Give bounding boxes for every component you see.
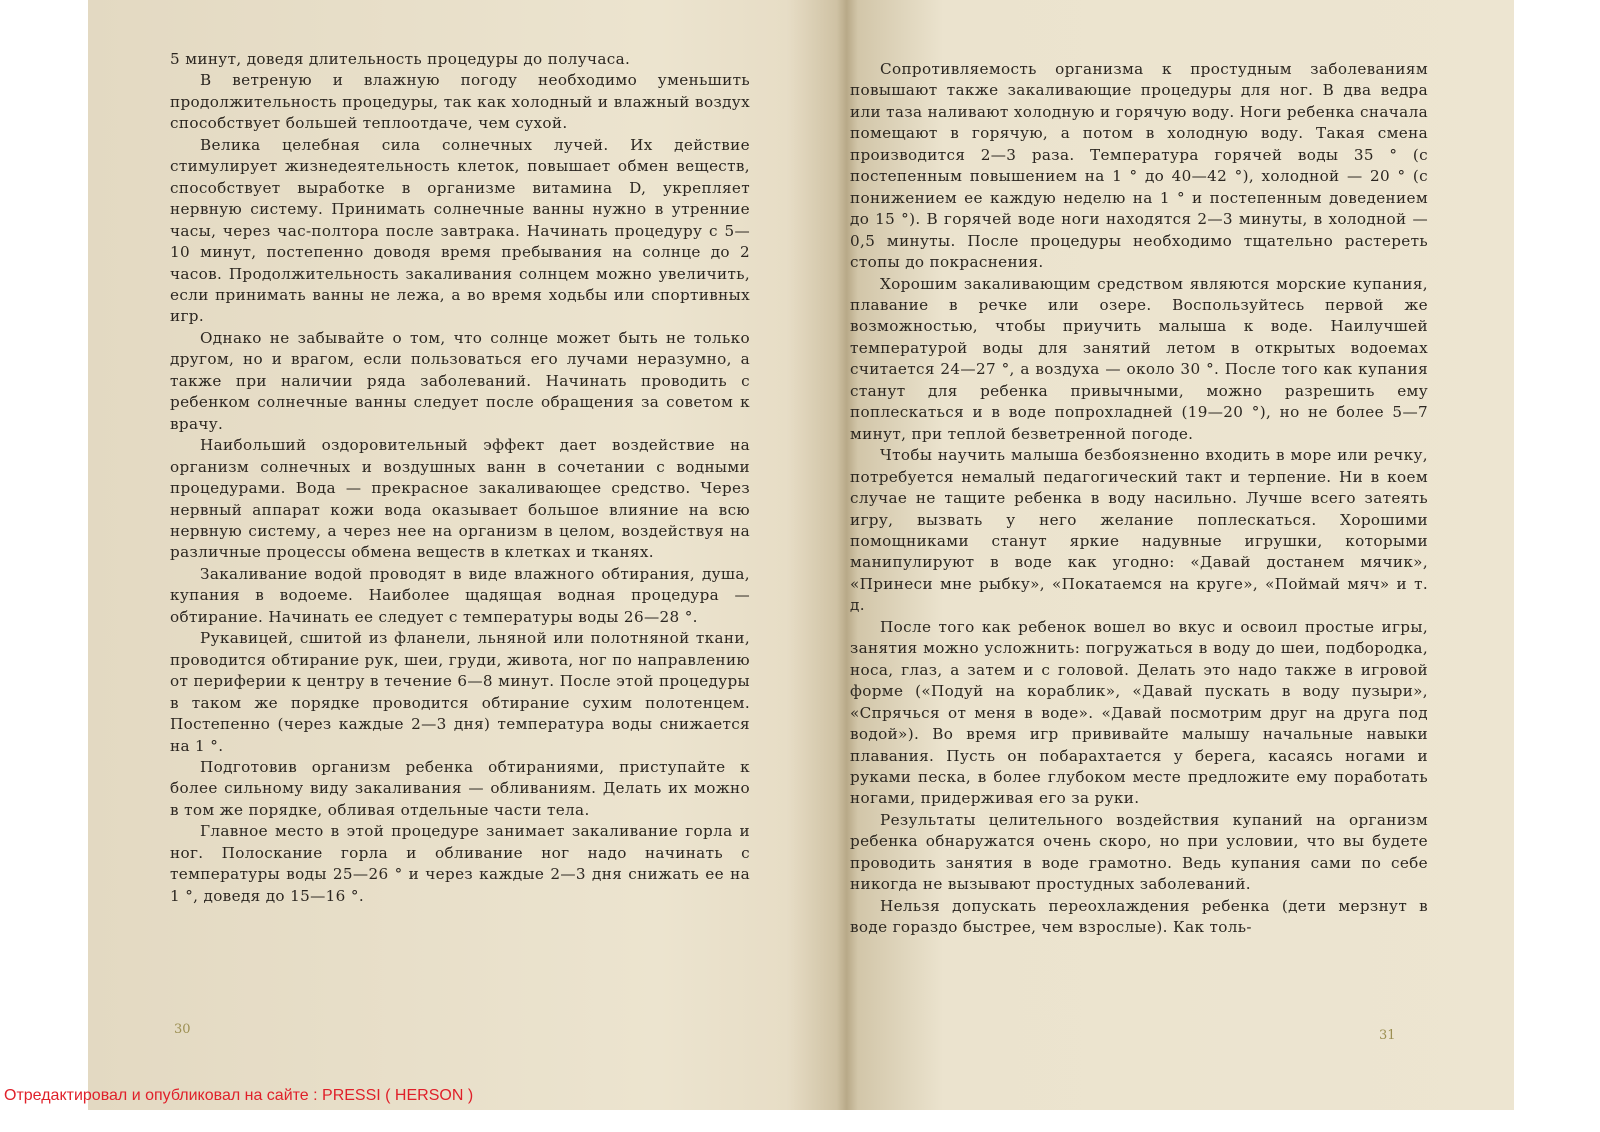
paragraph: Хорошим закаливающим средством являются морские купания, плавание в речке или озере. Воспользуйтесь первой же возможностью, чтобы приучить малыша к воде. Наилучшей температурой воды для занятий летом в открытых водоемах считается 24—27 °, а воздуха — около 30 °. После того как купания станут для ребенка привычными, можно разрешить ему поплескаться и в воде попрохладней (19—20 °), но не более 5—7 минут, при теплой безветренной погоде.: [850, 274, 1428, 443]
paragraph: Рукавицей, сшитой из фланели, льняной или полотняной ткани, проводится обтирание рук, шеи, груди, живота, ног по направлению от периферии к центру в течение 6—8 минут. После этой процедуры в таком же порядке проводится обтирание сухим полотенцем. Постепенно (через каждые 2—3 дня) температура воды снижается на 1 °.: [170, 629, 750, 755]
paragraph: Сопротивляемость организма к простудным заболеваниям повышают также закаливающие процедуры для ног. В два ведра или таза наливают холодную и горячую воду. Ноги ребенка сначала помещают в горячую, а потом в холодную воду. Такая смена производится 2—3 раза. Температура горячей воды 35 ° (с постепенным повышением на 1 ° до 40—42 °), холодной — 20 ° (с понижением ее каждую неделю на 1 ° и постепенным доведением до 15 °). В горячей воде ноги находятся 2—3 минуты, в холодной — 0,5 минуты. После процедуры необходимо тщательно растереть стопы до покраснения.: [850, 60, 1428, 272]
paragraph: Закаливание водой проводят в виде влажного обтирания, душа, купания в водоеме. Наиболее щадящая водная процедура — обтирание. Начинать ее следует с температуры воды 26—28 °.: [170, 564, 750, 626]
paragraph: Чтобы научить малыша безбоязненно входить в море или речку, потребуется немалый педагогический такт и терпение. Ни в коем случае не тащите ребенка в воду насильно. Лучше всего затеять игру, вызвать у него желание поплескаться. Хорошими помощниками станут яркие надувные игрушки, которыми манипулируют в воде как угодно: «Давай достанем мячик», «Принеси мне рыбку», «Покатаемся на круге», «Поймай мяч» и т. д.: [850, 446, 1428, 615]
left-page: [88, 0, 756, 1110]
paragraph: Главное место в этой процедуре занимает закаливание горла и ног. Полоскание горла и обливание ног надо начинать с температуры воды 25—26 ° и через каждые 2—3 дня снижать ее на 1 °, доведя до 15—16 °.: [170, 822, 750, 905]
paragraph: Велика целебная сила солнечных лучей. Их действие стимулирует жизнедеятельность клеток, повышает обмен веществ, способствует выработке в организме витамина D, укрепляет нервную систему. Принимать солнечные ванны нужно в утренние часы, через час-полтора после завтрака. Начинать процедуру с 5—10 минут, постепенно доводя время пребывания на солнце до 2 часов. Продолжительность закаливания солнцем можно увеличить, если принимать ванны не лежа, а во время ходьбы или спортивных игр.: [170, 135, 750, 326]
paragraph: Подготовив организм ребенка обтираниями, приступайте к более сильному виду закаливания — обливаниям. Делать их можно в том же порядке, обливая отдельные части тела.: [170, 757, 750, 819]
paragraph: После того как ребенок вошел во вкус и освоил простые игры, занятия можно усложнить: погружаться в воду до шеи, подбородка, носа, глаз, а затем и с головой. Делать это надо также в игровой форме («Подуй на кораблик», «Давай пускать в воду пузыри», «Спрячься от меня в воде». «Давай посмотрим друг на друга под водой»). Во время игр прививайте малышу начальные навыки плавания. Пусть он побарахтается у берега, касаясь ногами и руками песка, в более глубоком месте предложите ему поработать ногами, придерживая его за руки.: [850, 617, 1428, 808]
right-page-text: [850, 59, 1428, 939]
page-number: 31: [1379, 1028, 1396, 1043]
paragraph: Наибольший оздоровительный эффект дает воздействие на организм солнечных и воздушных ванн в сочетании с водными процедурами. Вода — прекрасное закаливающее средство. Через нервный аппарат кожи вода оказывает большое влияние на всю нервную систему, а через нее на организм в целом, воздействуя на различные процессы обмена веществ в клетках и тканях.: [170, 436, 750, 562]
footer-credit: Отредактировал и опубликовал на сайте : PRESSI ( HERSON ): [4, 1087, 474, 1104]
paragraph: Результаты целительного воздействия купаний на организм ребенка обнаружатся очень скоро, но при условии, что вы будете проводить занятия в воде грамотно. Ведь купания сами по себе никогда не вызывают простудных заболеваний.: [850, 810, 1428, 894]
paragraph: В ветреную и влажную погоду необходимо уменьшить продолжительность процедуры, так как холодный и влажный воздух способствует большей теплоотдаче, чем сухой.: [170, 71, 750, 133]
left-page-text: [170, 49, 750, 907]
right-page: [800, 0, 1514, 1110]
paragraph: Нельзя допускать переохлаждения ребенка (дети мерзнут в воде гораздо быстрее, чем взрослые). Как толь-: [850, 896, 1428, 937]
paragraph: Однако не забывайте о том, что солнце может быть не только другом, но и врагом, если пользоваться его лучами неразумно, а также при наличии ряда заболеваний. Начинать проводить с ребенком солнечные ванны следует после обращения за советом к врачу.: [170, 328, 750, 433]
paragraph: 5 минут, доведя длительность процедуры до получаса.: [170, 50, 631, 68]
page-number: 30: [174, 1022, 191, 1037]
